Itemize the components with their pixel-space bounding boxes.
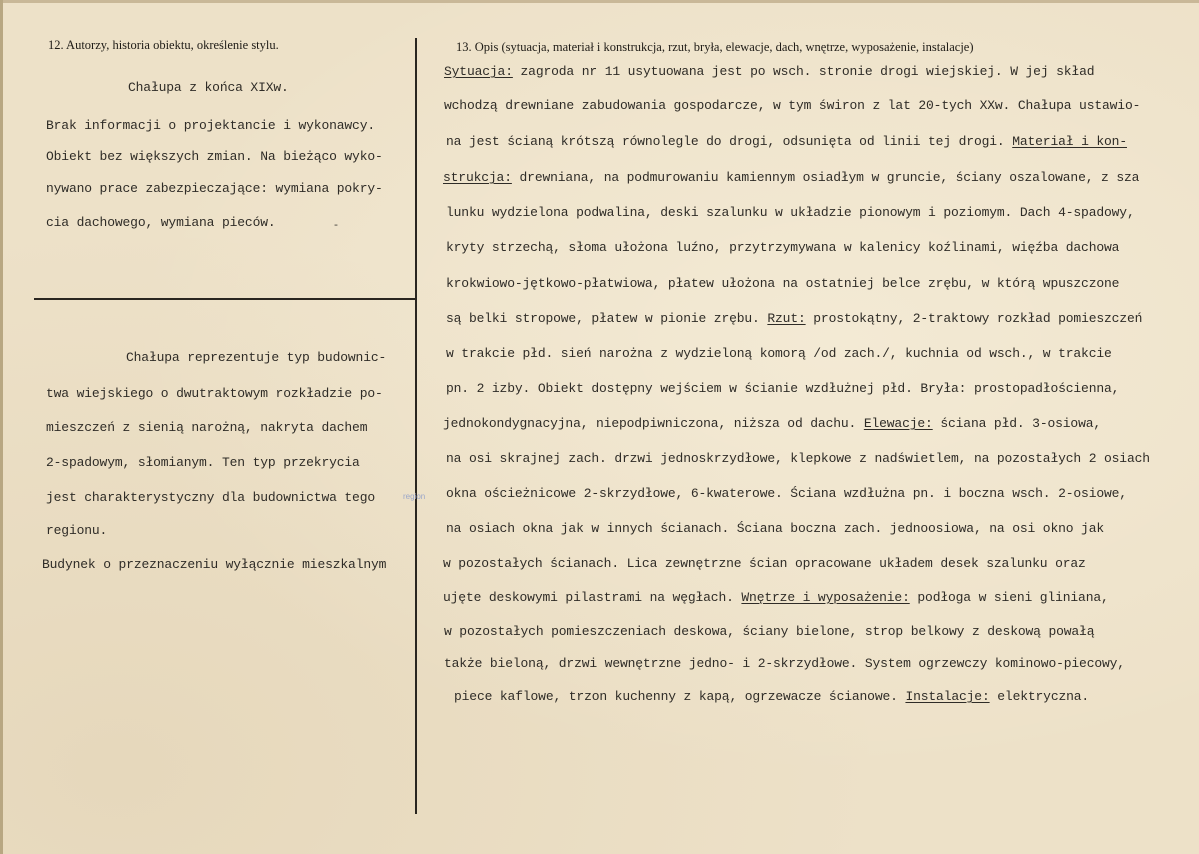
underlined-heading-term: Materiał i kon- bbox=[1012, 134, 1127, 149]
description-line bbox=[446, 381, 1119, 396]
description-line bbox=[444, 98, 1140, 113]
left-upper-line: Obiekt bez większych zmian. Na bieżąco wyko- bbox=[46, 149, 383, 164]
description-line bbox=[446, 240, 1119, 255]
description-text: w pozostałych ścianach. Lica zewnętrzne ścian opracowane układem desek szalunku oraz bbox=[443, 556, 1086, 571]
description-line bbox=[443, 556, 1086, 571]
section-heading-13: 13. Opis (sytuacja, materiał i konstrukcja, rzut, bryła, elewacje, dach, wnętrze, wyposażenie, instalacje) bbox=[456, 40, 974, 54]
underlined-heading-term: Wnętrze i wyposażenie: bbox=[741, 590, 910, 605]
underlined-heading-term: Rzut: bbox=[767, 311, 806, 326]
left-upper-title: Chałupa z końca XIXw. bbox=[128, 80, 289, 95]
underlined-heading-term: Elewacje: bbox=[863, 416, 933, 431]
description-text: prostokątny, 2-traktowy rozkład pomieszczeń bbox=[805, 311, 1143, 326]
description-line bbox=[446, 276, 1119, 291]
description-line bbox=[446, 521, 1104, 536]
left-section-divider bbox=[34, 298, 416, 300]
description-line bbox=[443, 590, 1109, 605]
section-heading-12: 12. Autorzy, historia obiektu, określenie stylu. bbox=[48, 38, 279, 52]
left-lower-line: 2-spadowym, słomianym. Ten typ przekrycia bbox=[46, 455, 360, 470]
description-text: na osiach okna jak w innych ścianach. Ściana boczna zach. jednoosiowa, na osi okno jak bbox=[446, 521, 1105, 536]
left-lower-line: Chałupa reprezentuje typ budownic- bbox=[126, 350, 387, 365]
description-text: są belki stropowe, płatew w pionie zrębu. bbox=[446, 311, 768, 326]
description-text: w trakcie płd. sień narożna z wydzieloną komorą /od zach./, kuchnia od wsch., w trakcie bbox=[446, 346, 1112, 361]
description-line bbox=[446, 311, 1142, 326]
description-line bbox=[446, 346, 1112, 361]
description-text: elektryczna. bbox=[989, 689, 1090, 704]
left-lower-line: regionu. bbox=[46, 523, 108, 538]
description-line bbox=[443, 170, 1139, 185]
page-edge-left bbox=[0, 0, 3, 854]
description-line bbox=[446, 451, 1150, 466]
description-text: wchodzą drewniane zabudowania gospodarcze, w tym świron z lat 20-tych XXw. Chałupa ustawio- bbox=[444, 98, 1141, 113]
description-text: okna ościeżnicowe 2-skrzydłowe, 6-kwaterowe. Ściana wzdłużna pn. i boczna wsch. 2-osiowe, bbox=[446, 486, 1127, 501]
left-lower-line: Budynek o przeznaczeniu wyłącznie mieszkalnym bbox=[42, 557, 387, 572]
left-upper-line: Brak informacji o projektancie i wykonawcy. bbox=[46, 118, 376, 133]
underlined-heading-term: Sytuacja: bbox=[444, 64, 513, 79]
description-line bbox=[446, 205, 1135, 220]
left-upper-line: nywano prace zabezpieczające: wymiana pokry- bbox=[46, 181, 383, 196]
left-lower-line: twa wiejskiego o dwutraktowym rozkładzie po- bbox=[46, 386, 383, 401]
underlined-heading-term: strukcja: bbox=[443, 170, 512, 185]
description-line bbox=[444, 656, 1125, 671]
stamp-text: region bbox=[403, 492, 426, 501]
description-text: w pozostałych pomieszczeniach deskowa, ściany bielone, strop belkowy z deskową powałą bbox=[444, 624, 1095, 639]
description-text: zagroda nr 11 usytuowana jest po wsch. stronie drogi wiejskiej. W jej skład bbox=[512, 64, 1095, 79]
description-line bbox=[454, 689, 1089, 704]
description-text: także bieloną, drzwi wewnętrzne jedno- i 2-skrzydłowe. System ogrzewczy kominowo-piecowy, bbox=[444, 656, 1125, 671]
description-line bbox=[446, 486, 1127, 501]
description-line bbox=[444, 64, 1094, 79]
left-lower-line: mieszczeń z sienią narożną, nakryta dachem bbox=[46, 420, 368, 435]
description-text: drewniana, na podmurowaniu kamiennym osiadłym w gruncie, ściany oszalowane, z sza bbox=[511, 170, 1140, 185]
column-divider bbox=[415, 38, 417, 814]
description-text: jednokondygnacyjna, niepodpiwniczona, niższa od dachu. bbox=[443, 416, 864, 431]
description-text: ujęte deskowymi pilastrami na węgłach. bbox=[443, 590, 742, 605]
description-text: pn. 2 izby. Obiekt dostępny wejściem w ścianie wzdłużnej płd. Bryła: prostopadłościenna, bbox=[446, 381, 1120, 396]
description-text: krokwiowo-jętkowo-płatwiowa, płatew ułożona na ostatniej belce zrębu, w którą wpuszczone bbox=[446, 276, 1120, 291]
left-lower-line: jest charakterystyczny dla budownictwa tego bbox=[46, 490, 376, 505]
underlined-heading-term: Instalacje: bbox=[905, 689, 990, 704]
description-line bbox=[446, 134, 1127, 149]
description-text: na jest ścianą krótszą równolegle do drogi, odsunięta od linii tej drogi. bbox=[446, 134, 1013, 149]
description-text: kryty strzechą, słoma ułożona luźno, przytrzymywana w kalenicy koźlinami, więźba dachowa bbox=[446, 240, 1120, 255]
description-text: lunku wydzielona podwalina, deski szalunku w układzie pionowym i poziomym. Dach 4-spadowy, bbox=[446, 205, 1135, 220]
left-upper-line: cia dachowego, wymiana pieców. bbox=[46, 215, 276, 230]
page-edge-top bbox=[0, 0, 1199, 3]
description-line bbox=[444, 624, 1094, 639]
description-text: piece kaflowe, trzon kuchenny z kapą, ogrzewacze ścianowe. bbox=[454, 689, 906, 704]
description-line bbox=[443, 416, 1101, 431]
ink-dash-mark: - bbox=[334, 218, 338, 231]
description-text: ściana płd. 3-osiowa, bbox=[932, 416, 1102, 431]
description-text: podłoga w sieni gliniana, bbox=[909, 590, 1109, 605]
description-text: na osi skrajnej zach. drzwi jednoskrzydłowe, klepkowe z nadświetlem, na pozostałych 2 osiach bbox=[446, 451, 1150, 466]
